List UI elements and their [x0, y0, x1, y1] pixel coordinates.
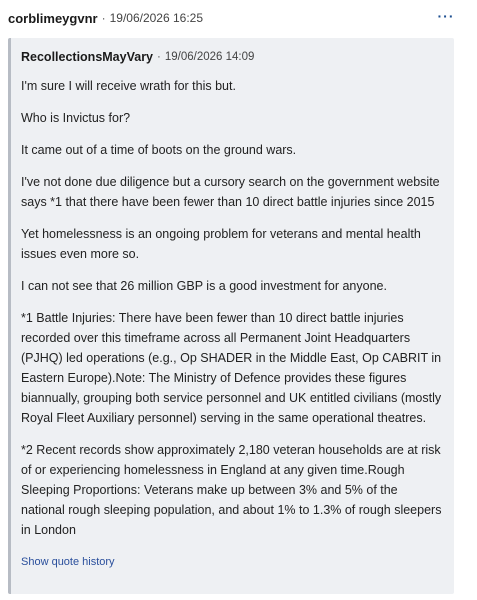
post-timestamp[interactable]: 19/06/2026 16:25	[109, 11, 204, 25]
quote-timestamp[interactable]: 19/06/2026 14:09	[164, 51, 255, 63]
quote-separator: ·	[157, 51, 161, 63]
post-author[interactable]: corblimeygvnr	[8, 10, 98, 26]
quote-paragraph: I've not done due diligence but a cursory search on the government website says *1 that there have been fewer than 10 direct battle injuries since 2015	[21, 175, 440, 209]
post-separator: ·	[101, 11, 106, 25]
quote-paragraph: Yet homelessness is an ongoing problem for veterans and mental health issues even more so.	[21, 227, 421, 261]
quote-header	[21, 48, 442, 66]
scrollbar-track[interactable]	[463, 0, 477, 600]
more-options-icon[interactable]: ···	[437, 8, 455, 24]
quote-paragraph: *2 Recent records show approximately 2,180 veteran households are at risk of or experiencing homelessness in England at any given time.Rough Sleeping Proportions: Veterans make up between 3% and 5% of the national rough sleeping population, and about 1% to 1.3% of rough sleepers in London	[21, 443, 442, 537]
quote-paragraph: I'm sure I will receive wrath for this but.	[21, 79, 236, 93]
quote-paragraph: It came out of a time of boots on the ground wars.	[21, 143, 297, 157]
quote-paragraph: Who is Invictus for?	[21, 111, 131, 125]
quote-paragraph: *1 Battle Injuries: There have been fewer than 10 direct battle injuries recorded over this timeframe across all Permanent Joint Headquarters (PJHQ) led operations (e.g., Op SHADER in the Middle East, Op CABRIT in Eastern Europe).Note: The Ministry of Defence provides these figures biannually, grouping both service personnel and UK entitled civilians (mostly Royal Fleet Auxiliary personnel) serving in the same operational theatres.	[21, 311, 442, 425]
quote-body	[21, 76, 442, 540]
quote-paragraph: I can not see that 26 million GBP is a good investment for anyone.	[21, 279, 387, 293]
quoted-message	[8, 38, 454, 594]
show-quote-history-link[interactable]: Show quote history	[21, 556, 115, 568]
post-header	[8, 8, 460, 28]
quote-author[interactable]: RecollectionsMayVary	[21, 50, 154, 64]
